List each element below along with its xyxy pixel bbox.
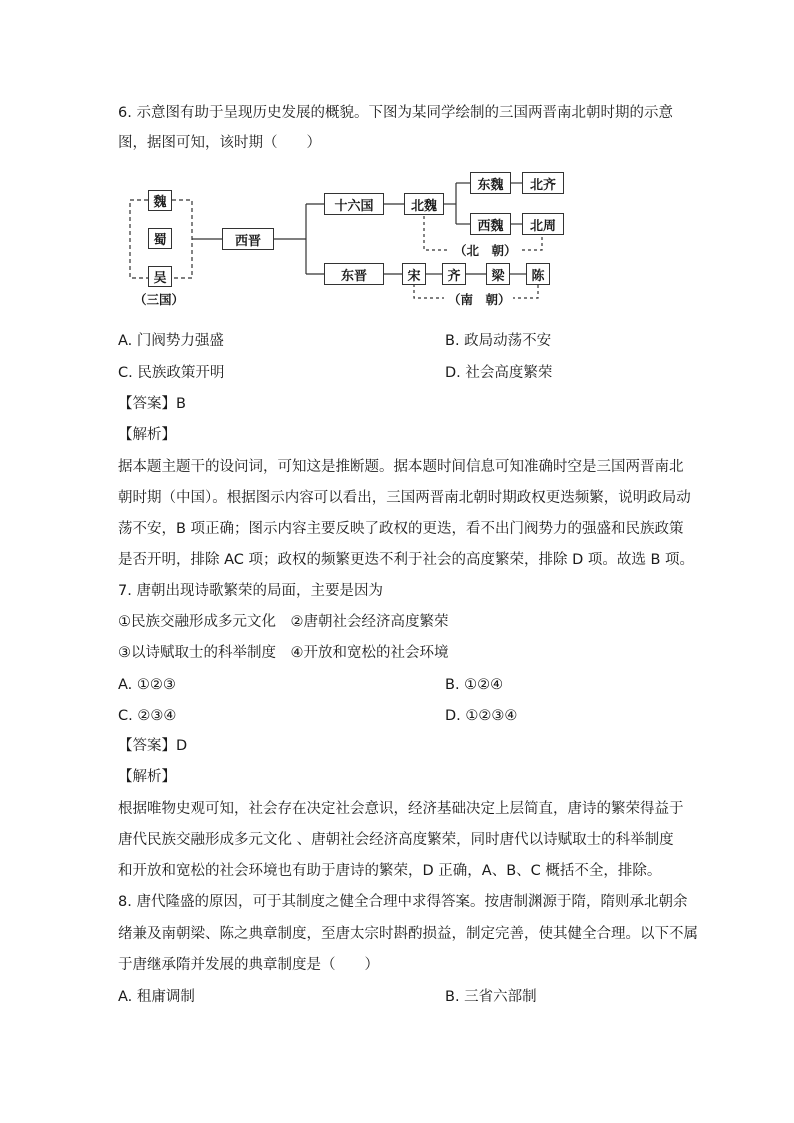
- box-wei: 魏: [148, 190, 172, 211]
- q7-stem: 7. 唐朝出现诗歌繁荣的局面，主要是因为: [118, 583, 383, 599]
- q6-analysis-title: 【解析】: [118, 427, 176, 443]
- q8-stem-line: 绪兼及南朝梁、陈之典章制度，至唐太宗时斟酌损益，制定完善，使其健全合理。以下不属: [118, 926, 698, 942]
- q7-analysis-line: 根据唯物史观可知，社会存在决定社会意识，经济基础决定上层简直，唐诗的繁荣得益于: [118, 801, 684, 817]
- q7-option-a: A. ①②③: [118, 677, 176, 693]
- box-xijin: 西晋: [222, 228, 274, 250]
- box-song: 宋: [402, 263, 426, 285]
- q6-stem-line2: 图，据图可知，该时期（ ）: [118, 135, 321, 151]
- label-sanguo: （三国）: [134, 292, 185, 307]
- q7-option-d: D. ①②③④: [445, 708, 518, 724]
- q7-analysis-line: 唐代民族交融形成多元文化 、唐朝社会经济高度繁荣，同时唐代以诗赋取士的科举制度: [118, 832, 674, 848]
- q8-option-b: B. 三省六部制: [445, 989, 537, 1005]
- q7-items-line1: ①民族交融形成多元文化 ②唐朝社会经济高度繁荣: [118, 614, 449, 630]
- box-shu: 蜀: [148, 228, 172, 249]
- q6-option-d: D. 社会高度繁荣: [445, 365, 553, 381]
- q7-analysis-line: 和开放和宽松的社会环境也有助于唐诗的繁荣，D 正确，A、B、C 概括不全，排除。: [118, 863, 662, 879]
- box-dongwei: 东魏: [470, 172, 511, 194]
- box-chen: 陈: [526, 263, 550, 285]
- q6-stem-line1: 6. 示意图有助于呈现历史发展的概貌。下图为某同学绘制的三国两晋南北朝时期的示意: [118, 105, 673, 121]
- q6-analysis-line: 是否开明，排除 AC 项；政权的频繁更迭不利于社会的高度繁荣，排除 D 项。故选 B 项。: [118, 552, 695, 568]
- label-nanchao: （南 朝）: [448, 292, 511, 307]
- q6-answer: 【答案】B: [118, 396, 186, 412]
- box-dongjin: 东晋: [324, 263, 384, 285]
- label-beichao: （北 朝）: [454, 243, 517, 258]
- q6-option-b: B. 政局动荡不安: [445, 333, 552, 349]
- box-xiwei: 西魏: [470, 213, 511, 235]
- q6-analysis-line: 荡不安，B 项正确；图示内容主要反映了政权的更迭，看不出门阀势力的强盛和民族政策: [118, 521, 684, 537]
- q6-analysis-line: 据本题主题干的设问词，可知这是推断题。据本题时间信息可知准确时空是三国两晋南北: [118, 459, 684, 475]
- q7-option-b: B. ①②④: [445, 677, 504, 693]
- q7-option-c: C. ②③④: [118, 708, 177, 724]
- box-beizhou: 北周: [522, 213, 564, 235]
- q8-stem-line: 于唐继承隋并发展的典章制度是（ ）: [118, 957, 379, 973]
- box-wu: 吴: [148, 266, 172, 287]
- box-qi: 齐: [442, 263, 466, 285]
- q8-option-a: A. 租庸调制: [118, 989, 195, 1005]
- box-shiliuguo: 十六国: [324, 193, 384, 215]
- q6-option-a: A. 门阀势力强盛: [118, 333, 224, 349]
- q7-answer: 【答案】D: [118, 738, 188, 754]
- q6-diagram: [118, 177, 578, 310]
- box-beiwei: 北魏: [404, 193, 444, 215]
- q6-option-c: C. 民族政策开明: [118, 365, 225, 381]
- q6-analysis-line: 朝时期（中国）。根据图示内容可以看出，三国两晋南北朝时期政权更迭频繁，说明政局动: [118, 490, 691, 506]
- box-liang: 梁: [486, 263, 510, 285]
- q8-stem-line: 8. 唐代隆盛的原因，可于其制度之健全合理中求得答案。按唐制渊源于隋，隋则承北朝余: [118, 894, 688, 910]
- q7-items-line2: ③以诗赋取士的科举制度 ④开放和宽松的社会环境: [118, 645, 449, 661]
- q7-analysis-title: 【解析】: [118, 769, 176, 785]
- box-beiqi: 北齐: [522, 172, 564, 194]
